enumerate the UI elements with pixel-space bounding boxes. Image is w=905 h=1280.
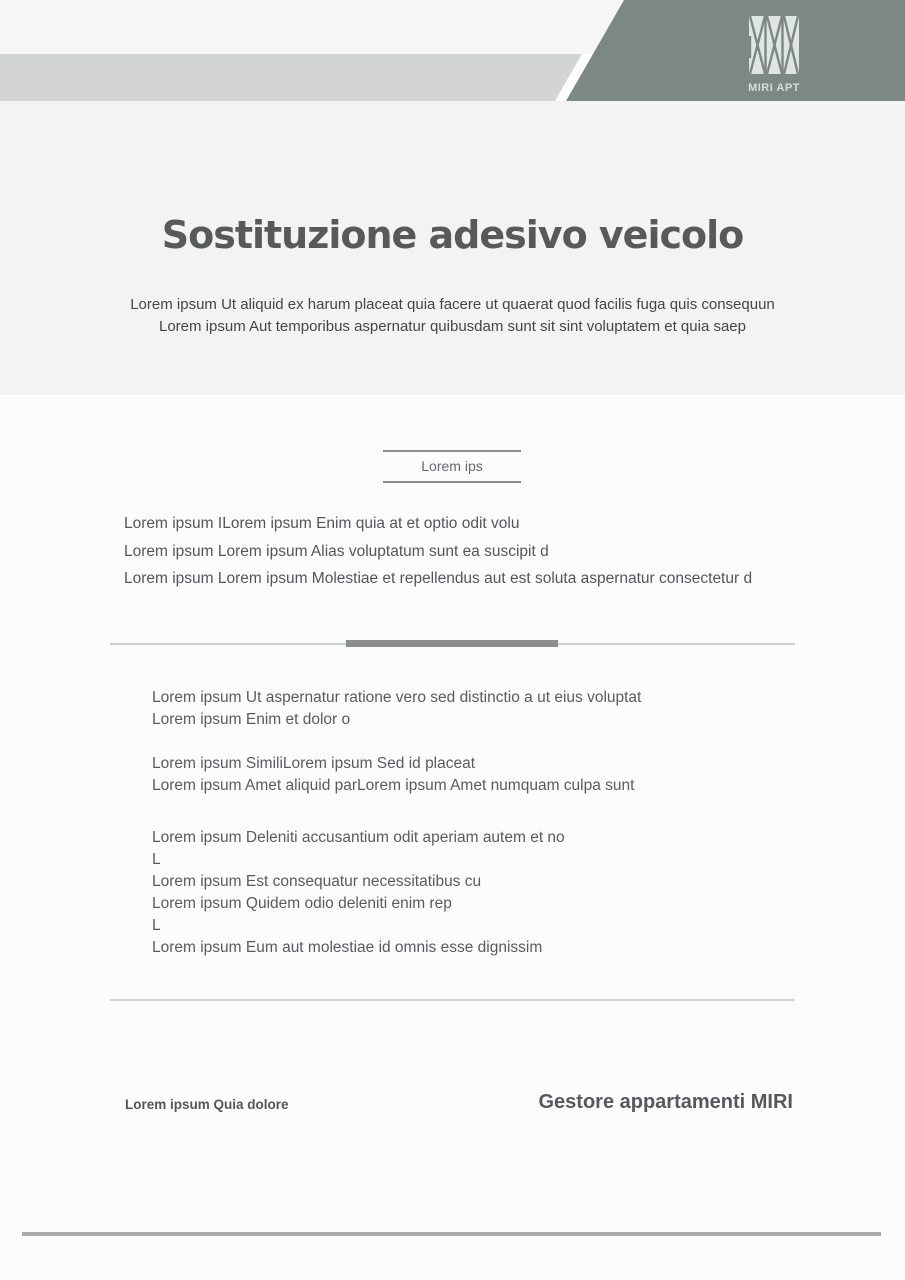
paragraph-line: Lorem ipsum Ut aspernatur ratione vero sed distinctio a ut eius voluptat <box>152 689 642 706</box>
paragraph-line: Lorem ipsum Deleniti accusantium odit aperiam autem et no <box>152 829 565 846</box>
paragraph-line: Lorem ipsum SimiliLorem ipsum Sed id placeat <box>152 755 476 772</box>
header <box>0 0 905 395</box>
footer-right-label: Gestore appartamenti MIRI <box>538 1091 793 1113</box>
header-gray-band <box>0 54 594 101</box>
paragraph-line: L <box>152 917 161 934</box>
bottom-bar <box>22 1232 881 1236</box>
paragraph-line: Lorem ipsum Amet aliquid parLorem ipsum Amet numquam culpa sunt <box>152 777 635 794</box>
lattice-logo-icon <box>749 16 799 79</box>
brand-logo <box>738 16 810 94</box>
paragraph <box>152 827 812 959</box>
brand-name: MIRI APT <box>748 82 800 94</box>
paragraph-line: Lorem ipsum Eum aut molestiae id omnis esse dignissim <box>152 939 543 956</box>
footer-rule <box>110 999 795 1001</box>
paragraph-line: Lorem ipsum Quidem odio deleniti enim rep <box>152 895 452 912</box>
intro-line: Lorem ipsum ILorem ipsum Enim quia at et optio odit volu <box>124 515 520 532</box>
section-badge: Lorem ips <box>383 450 521 483</box>
intro-line: Lorem ipsum Lorem ipsum Alias voluptatum sunt ea suscipit d <box>124 542 549 560</box>
intro-list <box>124 510 824 593</box>
subtitle-line-1: Lorem ipsum Ut aliquid ex harum placeat quia facere ut quaerat quod facilis fuga quis consequun <box>130 296 775 313</box>
footer-left-label: Lorem ipsum Quia dolore <box>125 1097 289 1112</box>
page-title: Sostituzione adesivo veicolo <box>161 213 744 257</box>
intro-line: Lorem ipsum Lorem ipsum Molestiae et repellendus aut est soluta aspernatur consectetur d <box>124 570 753 587</box>
subtitle-line-2: Lorem ipsum Aut temporibus aspernatur quibusdam sunt sit sint voluptatem et quia saep <box>159 318 746 335</box>
paragraph-line: Lorem ipsum Est consequatur necessitatibus cu <box>152 873 482 890</box>
divider-accent-bar <box>346 640 558 647</box>
page-subtitle <box>0 294 905 338</box>
section-divider <box>110 640 795 648</box>
paragraph-line: L <box>152 851 161 868</box>
paragraph <box>152 687 812 731</box>
body-text <box>152 687 812 981</box>
paragraph <box>152 753 812 797</box>
paragraph-line: Lorem ipsum Enim et dolor o <box>152 711 351 728</box>
